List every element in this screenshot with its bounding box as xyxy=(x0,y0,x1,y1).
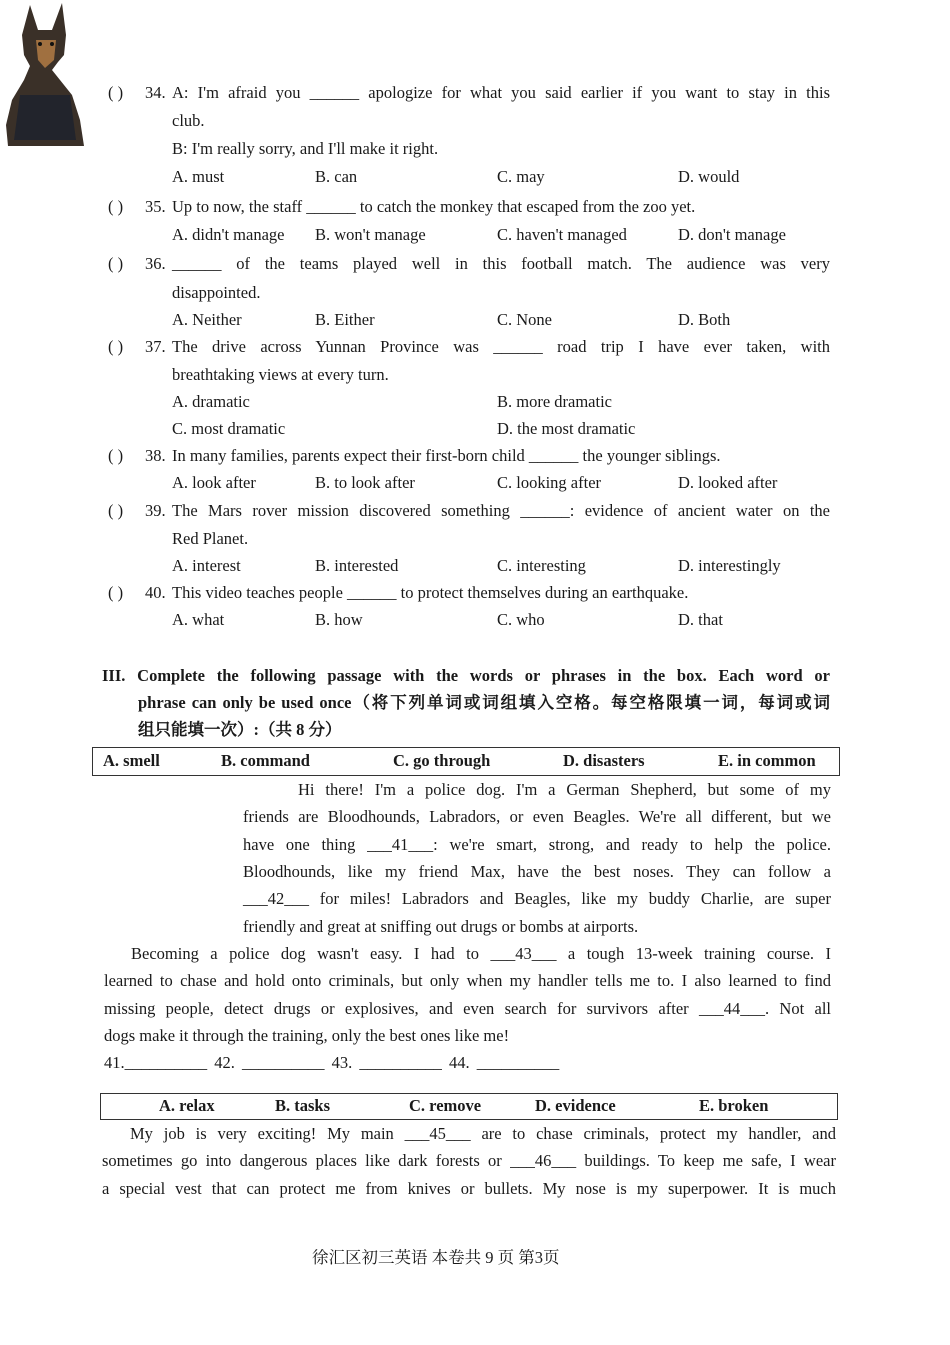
answer-option: A. look after xyxy=(172,473,256,492)
passage-line: a special vest that can protect me from knives or bullets. My nose is my superpower. It is much xyxy=(102,1179,836,1198)
section-heading: 组只能填一次）:（共 8 分） xyxy=(138,720,342,739)
answer-option: D. don't manage xyxy=(678,225,786,244)
question-text: The drive across Yunnan Province was ______ road trip I have ever taken, with xyxy=(172,337,830,356)
section-heading: phrase can only be used once（将下列单词或词组填入空格。每空格限填一词，每词或词 xyxy=(138,693,830,712)
question-text: club. xyxy=(172,111,205,130)
answer-option: C. may xyxy=(497,167,545,186)
passage-line: friends are Bloodhounds, Labradors, or even Beagles. We're all different, but we xyxy=(243,807,831,826)
answer-option: A. interest xyxy=(172,556,241,575)
question-paren: ( ) xyxy=(108,254,124,273)
page-footer: 徐汇区初三英语 本卷共 9 页 第3页 xyxy=(312,1248,560,1267)
question-number: 35. xyxy=(145,197,166,216)
question-number: 39. xyxy=(145,501,166,520)
answer-option: A. must xyxy=(172,167,225,186)
section-heading: III. Complete the following passage with the words or phrases in the box. Each word or xyxy=(102,666,830,685)
passage-line: Becoming a police dog wasn't easy. I had to ___43___ a tough 13-week training course. I xyxy=(131,944,831,963)
answer-option: C. haven't managed xyxy=(497,225,627,244)
answer-blanks: 41.__________ 42. __________ 43. __________ 44. __________ xyxy=(104,1053,560,1072)
word-option: D. evidence xyxy=(535,1096,616,1115)
police-dog-image xyxy=(0,0,90,148)
answer-option: C. None xyxy=(497,310,552,329)
question-number: 38. xyxy=(145,446,166,465)
question-text: disappointed. xyxy=(172,283,261,302)
question-text: This video teaches people ______ to protect themselves during an earthquake. xyxy=(172,583,689,602)
passage-line: My job is very exciting! My main ___45___ are to chase criminals, protect my handler, and xyxy=(130,1124,836,1143)
answer-option: A. Neither xyxy=(172,310,242,329)
question-text: ______ of the teams played well in this football match. The audience was very xyxy=(172,254,830,273)
answer-option: B. interested xyxy=(315,556,399,575)
answer-option: A. dramatic xyxy=(172,392,250,411)
word-option: E. broken xyxy=(699,1096,769,1115)
passage-line: friendly and great at sniffing out drugs or bombs at airports. xyxy=(243,917,639,936)
answer-option: D. the most dramatic xyxy=(497,419,636,438)
word-box xyxy=(92,747,840,776)
word-option: C. remove xyxy=(409,1096,482,1115)
answer-option: C. interesting xyxy=(497,556,586,575)
word-option: D. disasters xyxy=(563,751,645,770)
question-paren: ( ) xyxy=(108,83,124,102)
question-text: Up to now, the staff ______ to catch the monkey that escaped from the zoo yet. xyxy=(172,197,696,216)
passage-line: dogs make it through the training, only the best ones like me! xyxy=(104,1026,510,1045)
question-number: 37. xyxy=(145,337,166,356)
question-text: The Mars rover mission discovered something ______: evidence of ancient water on the xyxy=(172,501,830,520)
answer-option: B. Either xyxy=(315,310,375,329)
question-text: B: I'm really sorry, and I'll make it right. xyxy=(172,139,439,158)
answer-option: B. won't manage xyxy=(315,225,426,244)
answer-option: C. most dramatic xyxy=(172,419,286,438)
answer-option: A. didn't manage xyxy=(172,225,285,244)
word-option: B. tasks xyxy=(275,1096,331,1115)
answer-option: B. to look after xyxy=(315,473,415,492)
answer-option: C. looking after xyxy=(497,473,602,492)
word-box-2 xyxy=(100,1093,838,1120)
question-number: 40. xyxy=(145,583,166,602)
answer-option: A. what xyxy=(172,610,225,629)
passage-line: Bloodhounds, like my friend Max, have the best noses. They can follow a xyxy=(243,862,831,881)
passage-line: missing people, detect drugs or explosives, and even search for survivors after ___44___. Not all xyxy=(104,999,831,1018)
question-paren: ( ) xyxy=(108,583,124,602)
question-text: breathtaking views at every turn. xyxy=(172,365,389,384)
answer-option: B. can xyxy=(315,167,358,186)
question-text: In many families, parents expect their first-born child ______ the younger siblings. xyxy=(172,446,721,465)
passage-line: learned to chase and hold onto criminals, but only when my handler tells me to. I also learned to find xyxy=(104,971,831,990)
question-text: A: I'm afraid you ______ apologize for what you said earlier if you want to stay in this xyxy=(172,83,830,102)
word-option: E. in common xyxy=(718,751,816,770)
word-option: A. smell xyxy=(103,751,160,770)
answer-option: D. Both xyxy=(678,310,731,329)
answer-option: D. that xyxy=(678,610,723,629)
answer-option: D. looked after xyxy=(678,473,778,492)
word-option: B. command xyxy=(221,751,310,770)
answer-option: C. who xyxy=(497,610,545,629)
answer-option: B. more dramatic xyxy=(497,392,613,411)
question-paren: ( ) xyxy=(108,197,124,216)
question-number: 36. xyxy=(145,254,166,273)
passage-line: sometimes go into dangerous places like dark forests or ___46___ buildings. To keep me safe, I wear xyxy=(102,1151,836,1170)
answer-option: D. interestingly xyxy=(678,556,781,575)
question-paren: ( ) xyxy=(108,337,124,356)
passage-line: have one thing ___41___: we're smart, strong, and ready to help the police. xyxy=(243,835,831,854)
passage-line: ___42___ for miles! Labradors and Beagles, like my buddy Charlie, are super xyxy=(243,889,831,908)
answer-option: D. would xyxy=(678,167,740,186)
question-text: Red Planet. xyxy=(172,529,249,548)
passage-line: Hi there! I'm a police dog. I'm a German Shepherd, but some of my xyxy=(298,780,831,799)
question-number: 34. xyxy=(145,83,166,102)
answer-option: B. how xyxy=(315,610,363,629)
question-paren: ( ) xyxy=(108,446,124,465)
word-option: A. relax xyxy=(159,1096,215,1115)
word-option: C. go through xyxy=(393,751,491,770)
question-paren: ( ) xyxy=(108,501,124,520)
